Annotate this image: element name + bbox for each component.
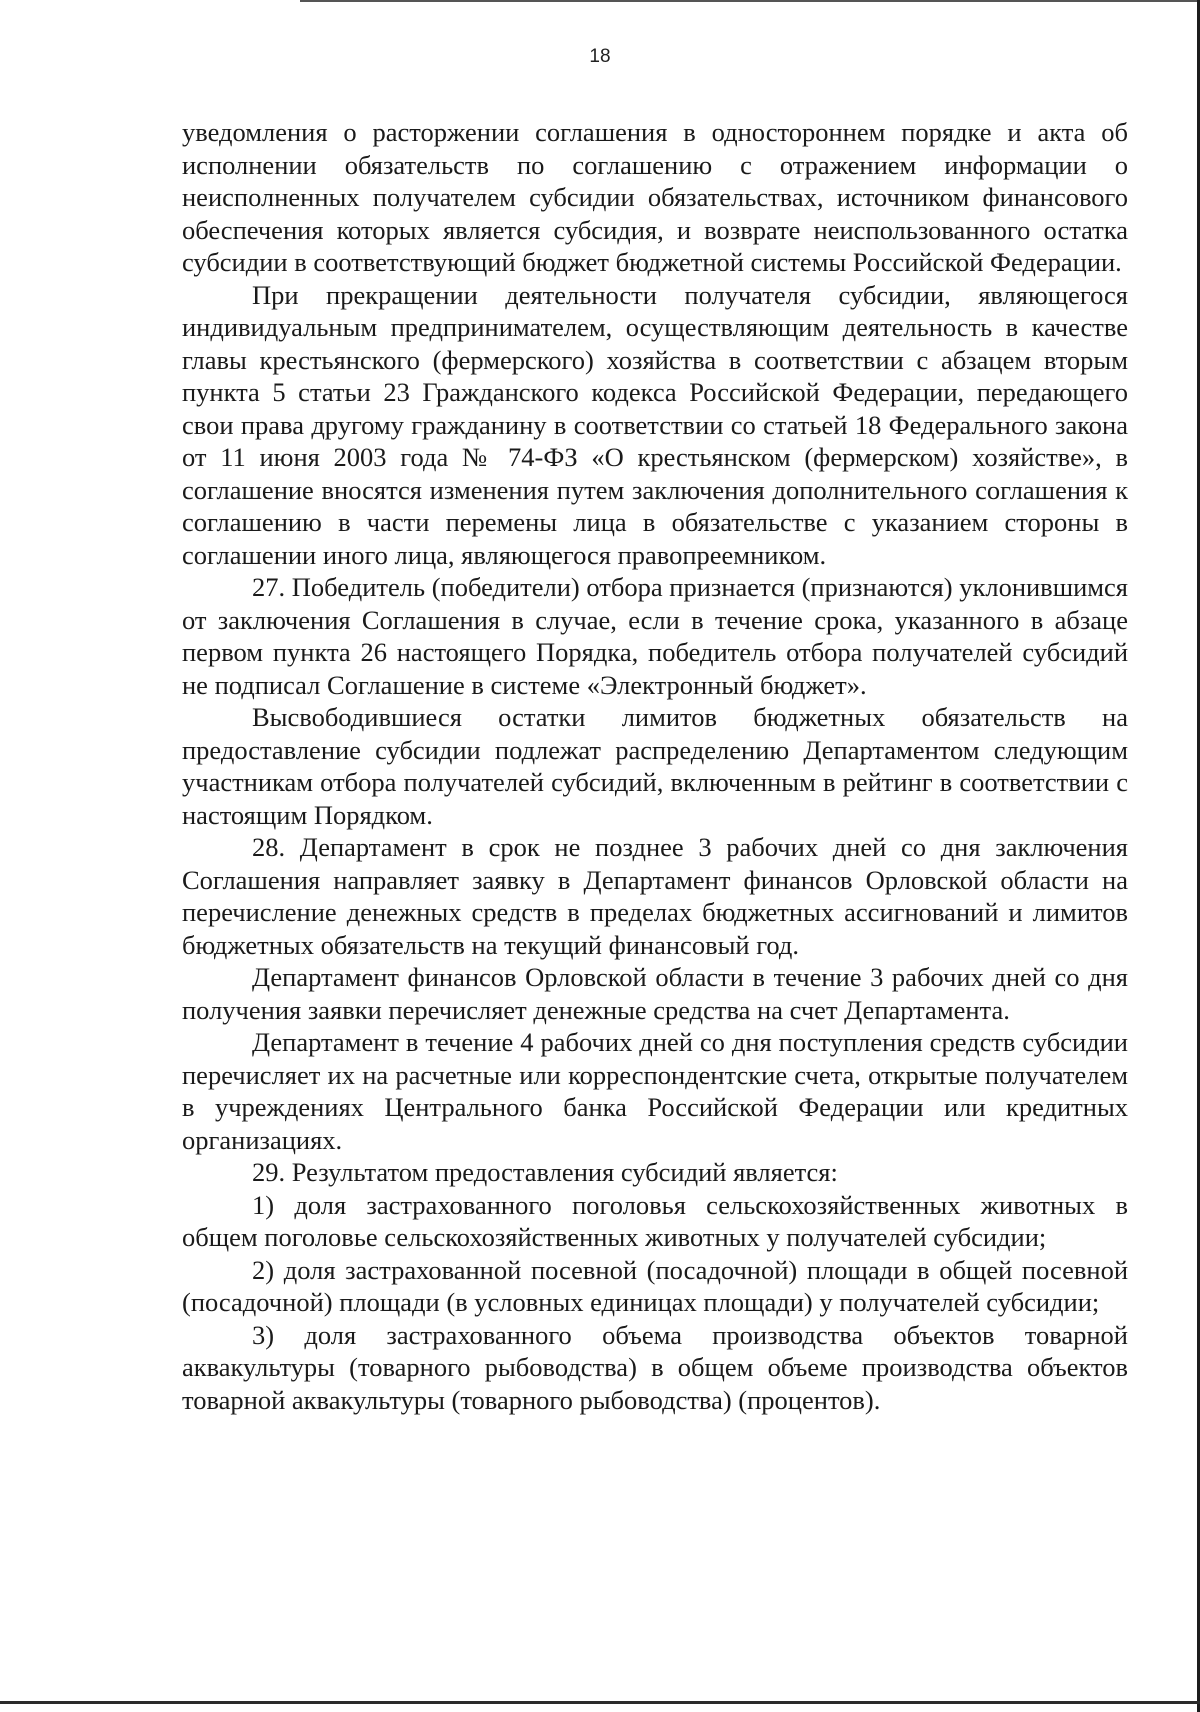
scan-edge-top — [300, 0, 1200, 2]
paragraph-clause-29: 29. Результатом предоставления субсидий является: — [252, 1157, 838, 1187]
paragraph-released-limits: Высвободившиеся остатки лимитов бюджетных обязательств на предоставление субсидии подлежат распределению Департаментом следующим участникам отбора получателей субсидий, включенным в рейтинг в соответствии с настоящим Порядком. — [182, 702, 1128, 830]
paragraph-continuation: уведомления о расторжении соглашения в одностороннем порядке и акта об исполнении обязательств по соглашению с отражением информации о неисполненных получателем субсидии обязательствах, источником финансового обеспечения которых является субсидия, и возврате неиспользованного остатка субсидии в соответствующий бюджет бюджетной системы Российской Федерации. — [182, 117, 1128, 277]
paragraph-finance-transfer: Департамент финансов Орловской области в течение 3 рабочих дней со дня получения заявки перечисляет денежные средства на счет Департамента. — [182, 962, 1128, 1025]
paragraph-clause-27: 27. Победитель (победители) отбора признается (признаются) уклонившимся от заключения Соглашения в случае, если в течение срока, указанного в абзаце первом пункта 26 настоящего Порядка, победитель отбора получателей субсидий не подписал Соглашение в системе «Электронный бюджет». — [182, 572, 1128, 700]
paragraph-clause-28: 28. Департамент в срок не позднее 3 рабочих дней со дня заключения Соглашения направляет заявку в Департамент финансов Орловской области на перечисление денежных средств в пределах бюджетных ассигнований и лимитов бюджетных обязательств на текущий финансовый год. — [182, 832, 1128, 960]
list-item-1: 1) доля застрахованного поголовья сельскохозяйственных животных в общем поголовье сельскохозяйственных животных у получателей субсидии; — [182, 1189, 1128, 1252]
scan-edge-bottom — [0, 1701, 1200, 1704]
page-number: 18 — [589, 46, 611, 67]
document-body — [182, 116, 1128, 1416]
list-item-2: 2) доля застрахованной посевной (посадочной) площади в общей посевной (посадочной) площади (в условных единицах площади) у получателей субсидии; — [182, 1254, 1128, 1317]
paragraph-farm-termination: При прекращении деятельности получателя субсидии, являющегося индивидуальным предпринимателем, осуществляющим деятельность в качестве главы крестьянского (фермерского) хозяйства в соответствии с абзацем вторым пункта 5 статьи 23 Гражданского кодекса Российской Федерации, передающего свои права другому гражданину в соответствии со статьей 18 Федерального закона от 11 июня 2003 года № 74-ФЗ «О крестьянском (фермерском) хозяйстве», в соглашение вносятся изменения путем заключения дополнительного соглашения к соглашению в части перемены лица в обязательстве с указанием стороны в соглашении иного лица, являющегося правопреемником. — [182, 279, 1128, 570]
list-item-3: 3) доля застрахованного объема производства объектов товарной аквакультуры (товарного рыбоводства) в общем объеме производства объектов товарной аквакультуры (товарного рыбоводства) (процентов). — [182, 1319, 1128, 1415]
paragraph-department-transfer: Департамент в течение 4 рабочих дней со дня поступления средств субсидии перечисляет их на расчетные или корреспондентские счета, открытые получателем в учреждениях Центрального банка Российской Федерации или кредитных организациях. — [182, 1027, 1128, 1155]
